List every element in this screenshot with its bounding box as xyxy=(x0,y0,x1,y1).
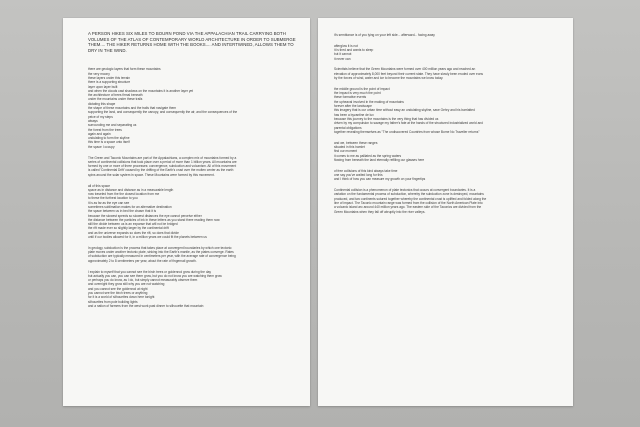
text-line: the distance between the particles of ink in these letters as you stand there reading them now xyxy=(88,217,220,222)
text-line: has been a byzantine de lux xyxy=(334,112,374,117)
text-line: Continental collision is a phenomenon of plate tectonics that occurs at convergent boundaries. It is a xyxy=(334,188,476,193)
page-title: A PERSON HIKES SIX MILES TO BOURN POND VIA THE APPALACHIAN TRAIL CARRYING BOTH VOLUMES OF THE ATLAS OF CONTEMPORARY WORLD ARCHITECTURE IN ORDER TO SUBMERGE THEM.... THE HIKER RETURNS HOME WITH THE BOOKS.... AND INTERTWINED, ALLOWS THEM TO DRY IN THE WIND. xyxy=(88,31,296,53)
text-line: again and again xyxy=(88,131,111,136)
text-line: Scientists believe that the Green Mountains were formed over 400 million years ago and reached an xyxy=(334,67,476,72)
text-line: find our moment xyxy=(334,149,358,154)
text-line: situated in this hamlet xyxy=(334,144,365,149)
text-line: spins around the solar system in space. These Mountains were formed by this movement. xyxy=(88,172,215,177)
text-line: and as the universe expands so does the rift, so does that divide xyxy=(88,230,179,235)
text-line: The Green and Taconic Mountains are part of the Appalachians, a complex mix of mountains formed by a xyxy=(88,155,237,160)
paragraph xyxy=(334,169,560,182)
left-page xyxy=(63,18,310,406)
text-line: this imagery that is our urban time without easy an undulating skyline, save Gehry and his barrlatted xyxy=(334,108,475,113)
text-line: one say you've waited long for this xyxy=(334,172,383,177)
text-line: the forest from the trees xyxy=(88,127,122,132)
text-line: a volcanic island arc around 440 million years ago. The eastern side of the Taconics are divided from the xyxy=(334,205,482,210)
text-line: it comes to me as palliated as the spring waters xyxy=(334,153,402,158)
text-line: Green Mountains when they fall off abruptly into the river valleys. xyxy=(334,209,426,214)
text-line: there are geologic layers that form these mountains xyxy=(88,67,161,72)
text-line: elevation of approximately 8,000 feet beyond their current state. They have slowly been eroded over eons xyxy=(334,71,483,76)
text-line: variation on the fundamental process of subduction, whereby the subduction zone is destroyed, mountains xyxy=(334,192,484,197)
text-line: of subduction are typically measured in centimeters per year, with the average rate of convergence being xyxy=(88,254,236,259)
text-line: and when the clouds cast shadows on the mountains it is another layer yet xyxy=(88,88,194,93)
text-line: I explain to myself that you cannot see the birch trees or goldenrod grow during the day xyxy=(88,269,211,274)
text-line: and a nation of farmers from the west work past dinner to silhouette that mountain xyxy=(88,303,204,308)
text-line: and we, between these ranges xyxy=(334,140,378,145)
text-line: approximately 2 to 8 centimeters per year, about the rate of fingernail growth. xyxy=(88,258,197,263)
paragraph xyxy=(334,33,560,37)
paragraph xyxy=(334,87,560,134)
text-line: always xyxy=(88,118,98,123)
text-line: silhouettes from pole building lights xyxy=(88,299,138,304)
text-line: and I think of how you can measure my growth on your fingertips xyxy=(334,177,426,182)
text-line: the space between us in bed the chasm that it is xyxy=(88,209,157,214)
text-line: these formative events xyxy=(334,95,367,100)
text-line: and overnight they grow still why you are not watching xyxy=(88,282,165,287)
text-line: of free collisions of this kind always take time xyxy=(334,168,398,173)
text-line: In geology, subduction is the process that takes place at convergent boundaries by which one tectonic xyxy=(88,245,232,250)
paragraph xyxy=(334,141,560,162)
text-line: series of continental collisions that took place over a period of more than 1 billion years. All mountains are xyxy=(88,159,237,164)
paragraph xyxy=(334,188,560,214)
text-line: because the slowest speeds so slowest distances the eye cannot perceive either xyxy=(88,213,202,218)
text-line: this time is a space unto itself xyxy=(88,140,130,145)
text-line: sometimes sublimation makes for an alternative destination xyxy=(88,204,172,209)
text-line: driven by my compulsion to savage my father's fate at the hands of the structured industrialized world and xyxy=(334,121,483,126)
right-page-content xyxy=(334,33,560,220)
text-line: it is as far as the eye can see xyxy=(88,200,130,205)
left-paragraphs xyxy=(88,67,303,308)
text-line: you cannot see the birch trees or anything xyxy=(88,291,148,296)
text-line: the shape of these mountains and the trails that navigate them xyxy=(88,106,177,111)
text-line: surrounding me and separating us xyxy=(88,123,137,128)
text-line: now traveled from the the closest location from me xyxy=(88,192,160,197)
text-line: but it cannot xyxy=(334,52,352,57)
text-line: but actually you can, you can see them grow, but you do not know you are watching them grow xyxy=(88,273,222,278)
text-line: or perhaps you do know, as I do, but simply cannot measurably observe them xyxy=(88,278,198,283)
paragraph xyxy=(88,246,303,263)
text-line: the impact is very much the point xyxy=(334,91,381,96)
text-line: the middle ground is the point of impact xyxy=(334,86,390,91)
right-paragraphs xyxy=(334,33,560,214)
text-line: plate moves under another tectonic plate, sinking into the Earth's mantle, as the plates converge. Rates xyxy=(88,250,234,255)
text-line: afterglow it is not xyxy=(334,43,358,48)
text-line: the space I occupy xyxy=(88,144,115,149)
paragraph xyxy=(88,67,303,149)
right-page xyxy=(318,18,573,406)
text-line: the very moony xyxy=(88,71,110,76)
paragraph xyxy=(88,156,303,177)
text-line: together revealing themselves as "The undiscovered Countries from whose Borne No Traveller returns" xyxy=(334,129,480,134)
text-line: layer upon layer built xyxy=(88,84,118,89)
text-line: formed by one or more of three processes: convergence, subduction and volcanism. All of this movement xyxy=(88,164,237,169)
text-line: to these the furthest location to you xyxy=(88,196,138,201)
text-line: for it is a world of silhouettes down here tonight xyxy=(88,295,155,300)
text-line: dictating this shape xyxy=(88,101,116,106)
text-line: these layers under this terrain xyxy=(88,75,130,80)
text-line: supporting the land, and consequently the canopy, and consequently the air, and the consequences of the xyxy=(88,110,238,115)
text-line: parental obligations xyxy=(334,125,362,130)
text-line: there is a supporting structure xyxy=(88,80,131,85)
paragraph xyxy=(88,184,303,240)
left-page-content xyxy=(88,31,303,315)
text-line: flowing from beneath the land eternally refilling our glasses here xyxy=(334,157,425,162)
text-line: the architecture of trees firmal beneath xyxy=(88,93,143,98)
text-line: until if our bodies allowed for it, in a million years we could fit the planets between us xyxy=(88,235,207,240)
text-line: the rift made ever so slightly larger by the continental drift xyxy=(88,226,169,231)
paragraph xyxy=(334,44,560,61)
text-line: under the mountains under these trails xyxy=(88,97,143,102)
text-line: and you cannot see the goldenrod at night xyxy=(88,286,148,291)
text-line: peice of my steps xyxy=(88,114,113,119)
text-line: undulating to form the skyline xyxy=(88,136,130,141)
text-line: line of impact. The Taconic mountain range was formed from the collision of the North American Plate into xyxy=(334,200,483,205)
text-line: the upheaval involved in the making of mountains xyxy=(334,99,404,104)
paragraph xyxy=(88,270,303,309)
text-line: produced, and two continents sutured together whereby the continental crust is uplifted and folded along the xyxy=(334,196,487,201)
paragraph xyxy=(334,67,560,80)
text-line: because this journey to the mountains is the very thing that has divided us xyxy=(334,116,439,121)
text-line: it's semblance is of you lying on your left side... afterward... facing away xyxy=(334,33,435,37)
text-line: is called 'Continental Drift' caused by the drifting of the Earth's crust over the molten center as the earth xyxy=(88,168,234,173)
text-line: by the forces of wind, water and ice to become the mountains we know today. xyxy=(334,76,444,81)
text-line: all of this space xyxy=(88,183,110,188)
text-line: still the divide between us is an expanse that will not be bridged xyxy=(88,222,178,227)
text-line: space as in distance and distance as in a measurable length xyxy=(88,187,174,192)
text-line: it is tired and wants to sleep xyxy=(334,48,374,53)
text-line: it never can xyxy=(334,56,351,61)
text-line: forever after the landscape xyxy=(334,104,372,109)
